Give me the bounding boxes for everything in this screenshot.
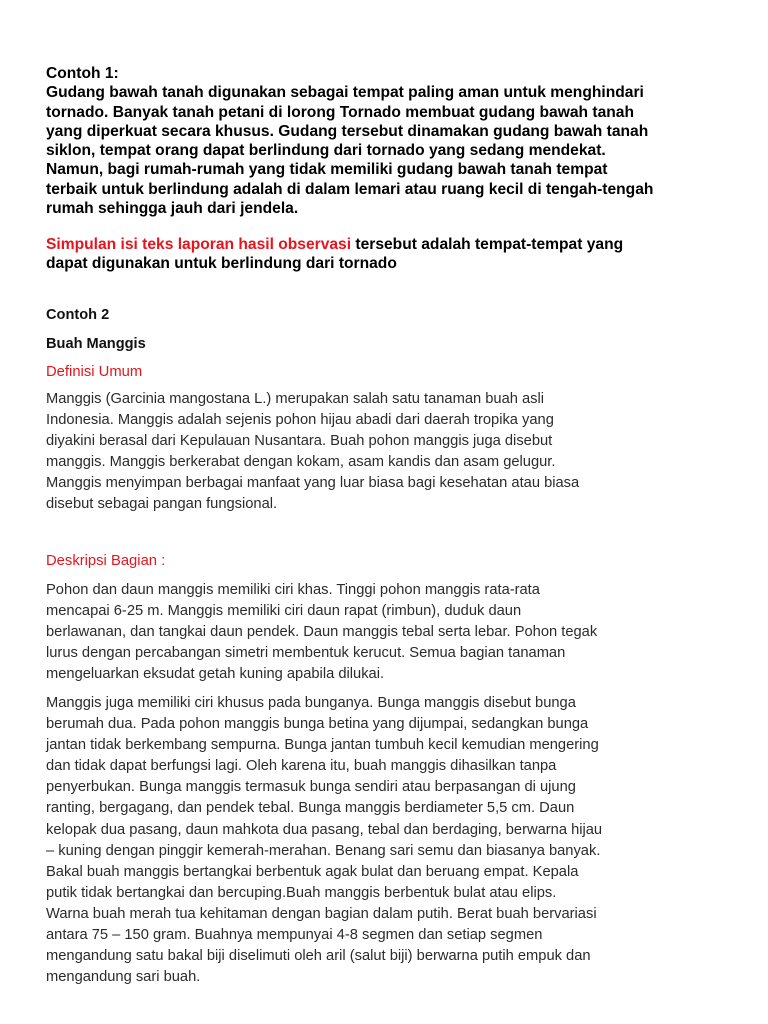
description-line: Manggis juga memiliki ciri khusus pada bunganya. Bunga manggis disebut bunga (46, 695, 576, 711)
example1-line: siklon, tempat orang dapat berlindung dari tornado yang sedang mendekat. (46, 142, 606, 160)
example1-title: Contoh 1: (46, 65, 119, 82)
definition-line: disebut sebagai pangan fungsional. (46, 496, 278, 513)
description-line: berlawanan, dan tangkai daun pendek. Daun manggis tebal serta lebar. Pohon tegak (46, 624, 598, 641)
example1-line: rumah sehingga jauh dari jendela. (46, 200, 299, 218)
description-line: berumah dua. Pada pohon manggis bunga betina yang dijumpai, sedangkan bunga (46, 716, 589, 733)
description-line: kelopak dua pasang, daun mahkota dua pasang, tebal dan berdaging, berwarna hijau (46, 821, 603, 838)
example1-line: tornado. Banyak tanah petani di lorong Tornado membuat gudang bawah tanah (46, 103, 634, 121)
description-heading: Deskripsi Bagian : (46, 553, 166, 569)
description-line: mengandung satu bakal biji diselimuti oleh aril (salut biji) berwarna putih empuk dan (46, 948, 591, 965)
summary-line-2: dapat digunakan untuk berlindung dari tornado (46, 255, 397, 273)
description-line: mengandung sari buah. (46, 969, 201, 986)
definition-paragraph (46, 389, 579, 516)
definition-heading: Definisi Umum (46, 364, 143, 380)
definition-line: manggis. Manggis berkerabat dengan kokam, asam kandis dan asam gelugur. (46, 454, 556, 471)
description-line: antara 75 – 150 gram. Buahnya mempunyai 4-8 segmen dan setiap segmen (46, 927, 543, 944)
description-line: mencapai 6-25 m. Manggis memiliki ciri daun rapat (rimbun), duduk daun (46, 603, 522, 620)
description-paragraph-1 (46, 580, 597, 685)
definition-line: Indonesia. Manggis adalah sejenis pohon hijau abadi dari daerah tropika yang (46, 412, 554, 429)
description-line: Bakal buah manggis bertangkai berbentuk agak bulat dan beruang empat. Kepala (46, 863, 579, 880)
summary-highlight: Simpulan isi teks laporan hasil observasi (46, 236, 352, 253)
description-line: ranting, bergagang, dan pendek tebal. Bunga manggis berdiameter 5,5 cm. Daun (46, 800, 575, 817)
example2-title: Contoh 2 (46, 307, 110, 323)
example1-summary (46, 235, 623, 274)
example1-line: Gudang bawah tanah digunakan sebagai tempat paling aman untuk menghindari (46, 84, 644, 102)
example1-line: Namun, bagi rumah-rumah yang tidak memiliki gudang bawah tanah tempat (46, 161, 608, 179)
description-line: penyerbukan. Bunga manggis termasuk bunga sendiri atau berpasangan di ujung (46, 779, 576, 796)
description-line: mengeluarkan eksudat getah kuning apabila dilukai. (46, 666, 385, 683)
description-line: jantan tidak berkembang sempurna. Bunga jantan tumbuh kecil kemudian mengering (46, 737, 599, 754)
summary-line-1 (46, 235, 623, 254)
description-line: dan tidak dapat berfungsi lagi. Oleh karena itu, buah manggis dihasilkan tanpa (46, 758, 557, 775)
summary-rest: tersebut adalah tempat-tempat yang (351, 236, 624, 253)
description-line: putik tidak bertangkai dan bercuping.Buah manggis berbentuk bulat atau elips. (46, 884, 557, 901)
definition-line: Manggis menyimpan berbagai manfaat yang luar biasa bagi kesehatan atau biasa (46, 475, 580, 492)
description-line: Pohon dan daun manggis memiliki ciri khas. Tinggi pohon manggis rata-rata (46, 582, 540, 598)
definition-line: Manggis (Garcinia mangostana L.) merupakan salah satu tanaman buah asli (46, 391, 545, 407)
example2-subject: Buah Manggis (46, 336, 146, 352)
description-paragraph-2 (46, 693, 602, 988)
description-line: – kuning dengan pinggir kemerah-merahan. Benang sari semu dan biasanya banyak. (46, 842, 601, 859)
description-line: lurus dengan percabangan simetri membentuk kerucut. Semua bagian tanaman (46, 645, 566, 662)
description-line: Warna buah merah tua kehitaman dengan bagian dalam putih. Berat buah bervariasi (46, 905, 597, 922)
example1-line: terbaik untuk berlindung adalah di dalam lemari atau ruang kecil di tengah-tengah (46, 180, 654, 198)
example1-paragraph (46, 64, 653, 218)
example1-line: yang diperkuat secara khusus. Gudang tersebut dinamakan gudang bawah tanah (46, 122, 649, 140)
definition-line: diyakini berasal dari Kepulauan Nusantara. Buah pohon manggis juga disebut (46, 433, 553, 450)
